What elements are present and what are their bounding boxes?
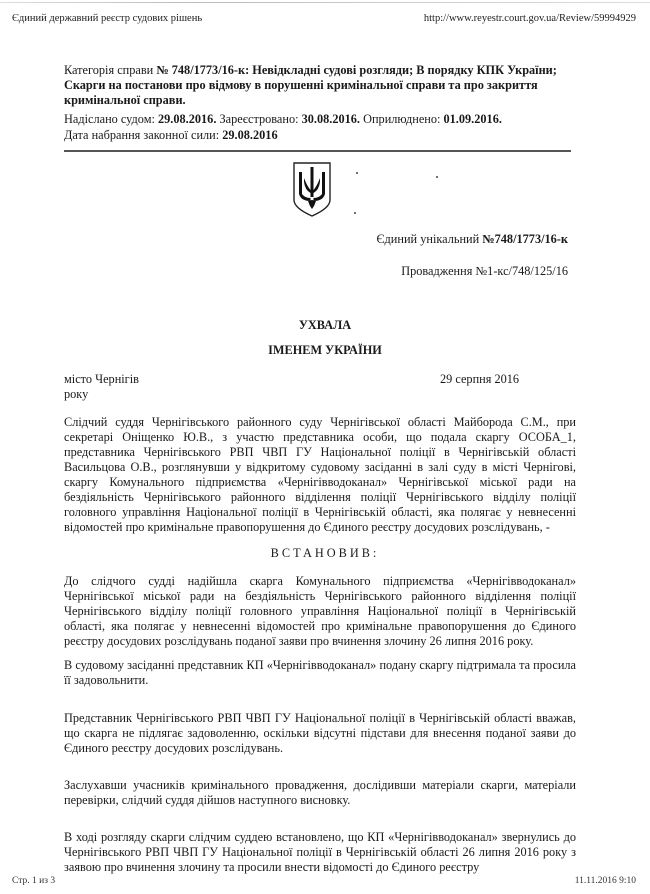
print-timestamp: 11.11.2016 9:10 — [574, 876, 636, 886]
header-divider — [64, 150, 571, 152]
effective-date: 29.08.2016 — [222, 128, 278, 142]
decision-title: УХВАЛА — [298, 318, 352, 332]
place-block — [64, 372, 139, 402]
page-counter: Стр. 1 из 3 — [12, 876, 56, 886]
sent-label: Надіслано судом: — [64, 112, 158, 126]
paragraph-conclusion: Заслухавши учасників кримінального провадження, дослідивши матеріали скарги, матеріали перевірки, слідчий суддя дійшов наступного висновку. — [64, 778, 576, 807]
paragraph-police-position: Представник Чернігівського РВП ЧВП ГУ Національної поліції в Чернігівській області вважав, що скарга не підлягає задоволенню, оскільки відсутні підстави для внесення поданої заяви до Єдиного реєстру досудових розслідувань. — [64, 711, 576, 755]
unique-label: Єдиний унікальний — [376, 232, 483, 246]
paragraph-applicant-position: В судовому засіданні представник КП «Чернігівводоканал» подану скаргу підтримала та просила її задовольнити. — [64, 658, 576, 687]
case-dates — [64, 112, 502, 127]
proceeding-number: Провадження №1-кс/748/125/16 — [401, 264, 568, 278]
effective-label: Дата набрання законної сили: — [64, 128, 223, 142]
registered-date: 30.08.2016. — [301, 112, 361, 126]
registered-label: Зареєстровано: — [216, 112, 302, 126]
effective-date-line — [64, 128, 278, 143]
coat-of-arms-icon — [291, 160, 333, 218]
year-word: року — [64, 387, 89, 401]
decision-date: 29 серпня 2016 — [440, 372, 520, 386]
in-name-of-ukraine: ІМЕНЕМ УКРАЇНИ — [268, 343, 382, 357]
intro-paragraph: Слідчий суддя Чернігівського районного суду Чернігівської області Майборода С.М., при секретарі Оніщенко Ю.В., з участю представника особи, що подала скаргу ОСОБА_1, представника Чернігівського РВП ЧВП ГУ Національної поліції в Чернігівській області Васильцова О.В., розглянувши у відкритому судовому засіданні в залі суду в місті Чернігові, скаргу Комунального підприємства «Чернігівводоканал» Чернігівської міської ради на бездіяльність Чернігівського районного відділення поліції Чернігівського відділу поліції головного управління Національної поліції в Чернігівській області, яка полягає у невнесенні відомостей про кримінальне правопорушення до Єдиного реєстру досудових розслідувань, - — [64, 415, 576, 534]
sent-date: 29.08.2016. — [157, 112, 217, 126]
case-category — [64, 63, 584, 109]
established-heading: ВСТАНОВИВ: — [270, 546, 380, 560]
scan-speck — [356, 172, 358, 174]
document-url: http://www.reyestr.court.gov.ua/Review/59994929 — [423, 13, 636, 24]
scan-edge-line — [0, 2, 650, 3]
scan-speck — [354, 212, 356, 214]
registry-site-name: Єдиний державний реєстр судових рішень — [12, 13, 203, 24]
published-label: Оприлюднено: — [360, 112, 444, 126]
city: місто Чернігів — [64, 372, 139, 386]
unique-value: №748/1773/16-к — [482, 232, 568, 246]
category-value: № 748/1773/16-к: Невідкладні судові розгляди; В порядку КПК України; Скарги на постанови про відмову в порушенні кримінальної справи та про закриття кримінальної справи. — [64, 63, 557, 108]
category-label: Категорія справи — [64, 63, 157, 77]
published-date: 01.09.2016. — [443, 112, 502, 126]
scan-speck — [436, 176, 438, 178]
unique-number — [376, 232, 568, 247]
paragraph-complaint: До слідчого судді надійшла скарга Комунального підприємства «Чернігівводоканал» Чернігівської міської ради на бездіяльність Чернігівського районного відділення поліції Чернігівського відділу поліції головного управління Національної поліції в Чернігівській області, яка полягає у невнесенні відомостей про кримінальне правопорушення до Єдиного реєстру досудових розслідувань поданої заяви про вчинення злочину 26 липня 2016 року. — [64, 574, 576, 648]
paragraph-findings: В ході розгляду скарги слідчим суддею встановлено, що КП «Чернігівводоканал» звернулись до Чернігівського РВП ЧВП ГУ Національної поліції в Чернігівській області 26 липня 2016 року з заявою про вчинення злочину та просили внести відомості до Єдиного реєстру — [64, 830, 576, 874]
